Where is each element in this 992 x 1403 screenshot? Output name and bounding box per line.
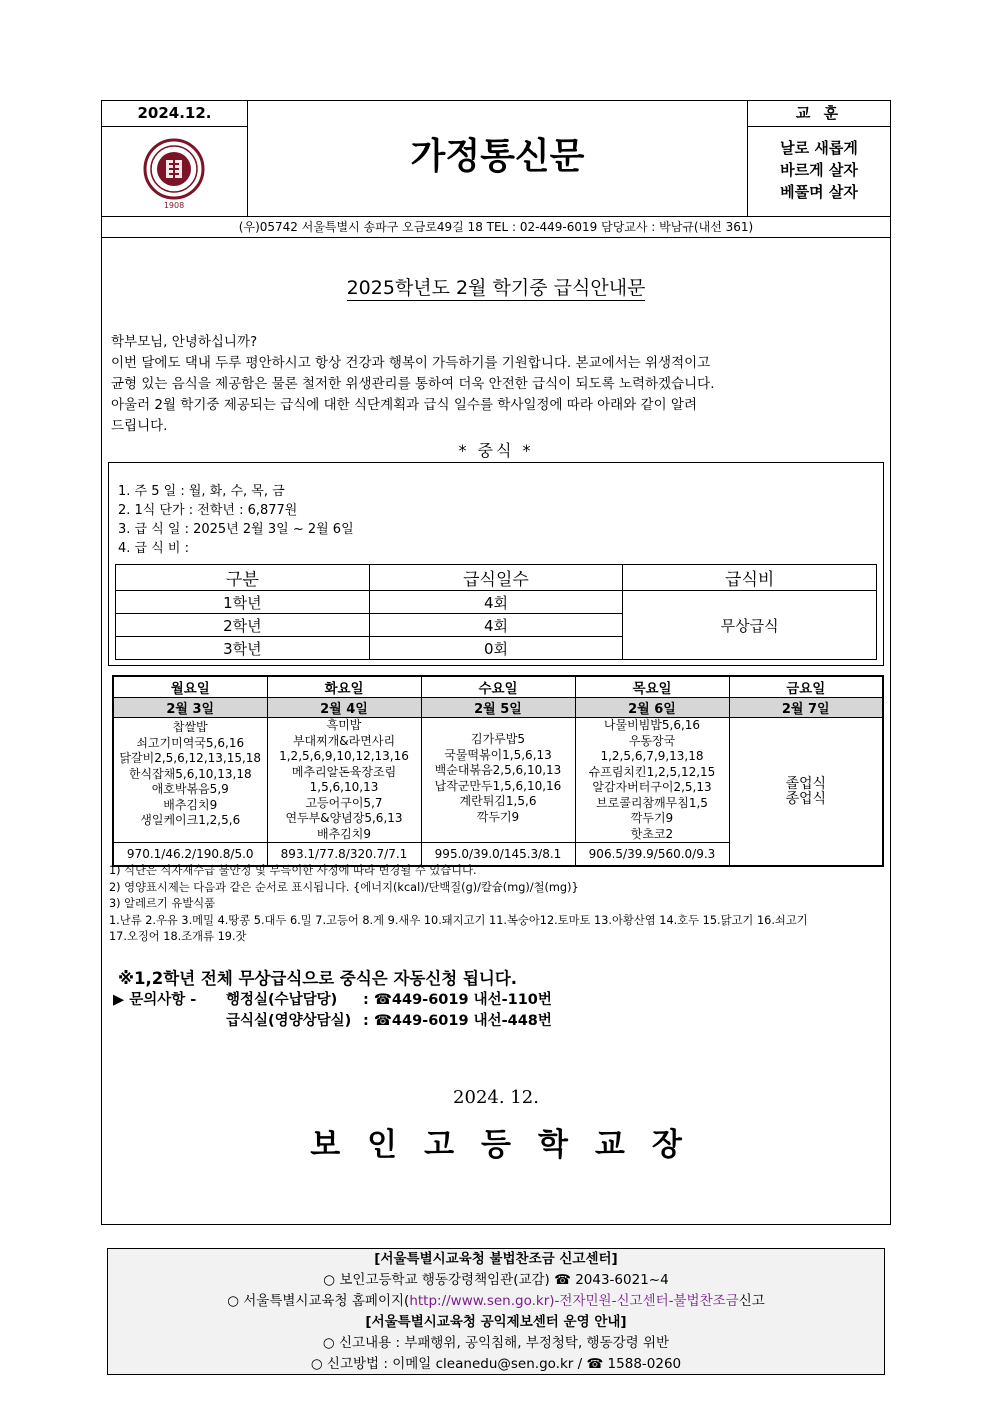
weekday-header: 월요일 (113, 676, 267, 698)
contact-dept: 행정실(수납담당) (226, 992, 338, 1008)
footer-line: ○ 보인고등학교 행동강령책임관(교감) ☎ 2043-6021~4 (323, 1272, 669, 1288)
document-title: 2025학년도 2월 학기중 급식안내문 (346, 277, 646, 299)
dish: 배추김치9 (316, 826, 371, 841)
fee-header: 급식비 (623, 565, 877, 591)
contact-label: ▶ 문의사항 - (113, 992, 197, 1008)
section-heading: * 중식 * (458, 441, 534, 460)
dish: 흑미밥 (326, 718, 362, 732)
dish: 메추리알돈육장조림 (291, 764, 397, 779)
date-header: 2월 5일 (421, 698, 575, 718)
report-center-footer (107, 1248, 885, 1375)
event-label: 졸업식 (785, 775, 827, 792)
motto-lines (748, 127, 890, 203)
weekday-header: 목요일 (575, 676, 729, 698)
dish: 1,5,6,10,13 (309, 780, 379, 794)
dish: 핫초코2 (630, 826, 674, 841)
sen-homepage-link[interactable]: http://www.sen.go.kr)-전자민원-신고센터-불법찬조금 (409, 1293, 739, 1309)
days-cell: 0회 (369, 637, 623, 660)
dish: 슈프림치킨1,2,5,12,15 (588, 764, 716, 779)
weekday-header: 금요일 (729, 676, 883, 698)
dish: 찹쌀밥 (172, 720, 208, 734)
header-left-cell (102, 101, 248, 216)
date-header: 2월 7일 (729, 698, 883, 718)
meal-info-box (108, 462, 884, 666)
nutrition-cell: 893.1/77.8/320.7/7.1 (267, 843, 421, 866)
info-line: 3. 급 식 일 : 2025년 2월 3일 ~ 2월 6일 (118, 522, 354, 537)
menu-notes (109, 863, 884, 946)
dish: 계란튀김1,5,6 (459, 794, 537, 808)
intro-line: 균형 있는 음식을 제공함은 물론 철저한 위생관리를 통하여 더욱 안전한 급식이 되도록 노력하겠습니다. (111, 376, 715, 392)
intro-line: 드립니다. (111, 418, 168, 434)
weekly-menu-table (112, 675, 884, 867)
meal-info-list (118, 482, 354, 558)
dish: 연두부&양념장5,6,13 (285, 811, 403, 825)
footer-line: ○ 서울특별시교육청 홈페이지(http://www.sen.go.kr)-전자민원-신고센터-불법찬조금신고 (227, 1293, 765, 1309)
info-line: 1. 주 5 일 : 월, 화, 수, 목, 금 (118, 484, 285, 499)
header-right-cell (747, 101, 890, 216)
footer-title: [서울특별시교육청 공익제보센터 운영 안내] (365, 1314, 627, 1330)
contact-dept: 급식실(영양상담실) (226, 1013, 352, 1029)
motto-line: 베풀며 살자 (780, 183, 858, 201)
school-address: (우)05742 서울특별시 송파구 오금로49길 18 TEL : 02-449-6019 담당교사 : 박남규(내선 361) (102, 216, 890, 238)
grade-cell: 3학년 (116, 637, 370, 660)
grade-cell: 2학년 (116, 614, 370, 637)
menu-cell-thu (575, 718, 729, 843)
dish: 배추김치9 (163, 797, 218, 812)
weekday-header: 화요일 (267, 676, 421, 698)
menu-cell-fri (729, 718, 883, 866)
dish: 1,2,5,6,7,9,13,18 (600, 749, 704, 763)
date-header: 2월 6일 (575, 698, 729, 718)
menu-cell-wed (421, 718, 575, 843)
weekday-header: 수요일 (421, 676, 575, 698)
dish: 우동장국 (628, 733, 676, 748)
note-line: 1) 식단은 식자재수급 불안정 및 부득이한 사정에 따라 변경될 수 있습니다. (109, 864, 477, 877)
principal-signature: 보인고등학교장 (310, 1127, 709, 1163)
grade-cell: 1학년 (116, 591, 370, 614)
nutrition-cell: 906.5/39.9/560.0/9.3 (575, 843, 729, 866)
date-header: 2월 3일 (113, 698, 267, 718)
footer-line: ○ 신고방법 : 이메일 cleanedu@sen.go.kr / ☎ 1588-0260 (310, 1356, 682, 1372)
intro-line: 이번 달에도 댁내 두루 평안하시고 항상 건강과 행복이 가득하기를 기원합니다. 본교에서는 위생적이고 (111, 355, 711, 371)
dish: 납작군만두1,5,6,10,16 (434, 778, 562, 793)
fee-header: 급식일수 (369, 565, 623, 591)
date-header: 2월 4일 (267, 698, 421, 718)
logo-year: 1908 (163, 201, 185, 210)
menu-cell-mon (113, 718, 267, 843)
footer-line: ○ 신고내용 : 부패행위, 공익침해, 부정청탁, 행동강령 위반 (322, 1335, 670, 1351)
auto-application-notice: ※1,2학년 전체 무상급식으로 중식은 자동신청 됩니다. (118, 969, 518, 988)
fee-header: 구분 (116, 565, 370, 591)
menu-cell-tue (267, 718, 421, 843)
school-emblem-icon (142, 138, 206, 210)
dish: 알감자버터구이2,5,13 (592, 780, 712, 794)
dish: 생일케이크1,2,5,6 (140, 813, 241, 827)
table-row (116, 591, 877, 614)
document-type-title: 가정통신문 (410, 136, 585, 177)
note-line: 17.오징어 18.조개류 19.잣 (109, 930, 247, 943)
intro-paragraph (111, 332, 891, 437)
note-line: 1.난류 2.우유 3.메밀 4.땅콩 5.대두 6.밀 7.고등어 8.게 9.새우 10.돼지고기 11.복숭아12.토마토 13.아황산염 14.호두 15.닭고기 16.쇠고기 (109, 913, 808, 927)
motto-line: 날로 새롭게 (780, 139, 858, 157)
nutrition-cell: 995.0/39.0/145.3/8.1 (421, 843, 575, 866)
info-line: 2. 1식 단가 : 전학년 : 6,877원 (118, 503, 298, 518)
intro-line: 아울러 2월 학기중 제공되는 급식에 대한 식단계획과 급식 일수를 학사일정에 따라 아래와 같이 알려 (111, 397, 698, 413)
contact-phone: : ☎449-6019 내선-448번 (363, 1013, 552, 1029)
contact-info (113, 990, 552, 1032)
contact-phone: : ☎449-6019 내선-110번 (363, 992, 552, 1008)
event-label: 종업식 (785, 791, 827, 808)
nutrition-cell: 970.1/46.2/190.8/5.0 (113, 843, 267, 866)
note-line: 2) 영양표시제는 다음과 같은 순서로 표시됩니다. {에너지(kcal)/단백질(g)/칼슘(mg)/철(mg)} (109, 880, 579, 894)
dish: 김가루밥5 (470, 732, 525, 746)
footer-title: [서울특별시교육청 불법찬조금 신고센터] (374, 1251, 618, 1267)
meal-fee-table (115, 564, 877, 660)
note-line: 3) 알레르기 유발식품 (109, 897, 216, 910)
issue-date: 2024.12. (102, 101, 247, 127)
dish: 1,2,5,6,9,10,12,13,16 (279, 749, 409, 763)
motto-line: 바르게 살자 (780, 161, 858, 179)
dish: 한식잡채5,6,10,13,18 (128, 766, 252, 781)
signature-date: 2024. 12. (453, 1087, 539, 1108)
dish: 브로콜리참깨무침1,5 (596, 795, 708, 810)
dish: 깍두기9 (476, 809, 520, 824)
dish: 닭갈비2,5,6,12,13,15,18 (119, 751, 262, 765)
dish: 깍두기9 (630, 811, 674, 825)
motto-title: 교 훈 (748, 101, 890, 127)
dish: 쇠고기미역국5,6,16 (136, 735, 245, 750)
dish: 애호박볶음5,9 (151, 782, 229, 796)
intro-line: 학부모님, 안녕하십니까? (111, 334, 258, 350)
dish: 고등어구이5,7 (305, 795, 383, 810)
dish: 백순대볶음2,5,6,10,13 (434, 763, 562, 777)
dish: 나물비빔밥5,6,16 (603, 718, 701, 732)
days-cell: 4회 (369, 591, 623, 614)
days-cell: 4회 (369, 614, 623, 637)
info-line: 4. 급 식 비 : (118, 541, 189, 556)
dish: 부대찌개&라면사리 (292, 733, 396, 748)
dish: 국물떡볶이1,5,6,13 (444, 747, 552, 762)
fee-cell: 무상급식 (623, 591, 877, 660)
